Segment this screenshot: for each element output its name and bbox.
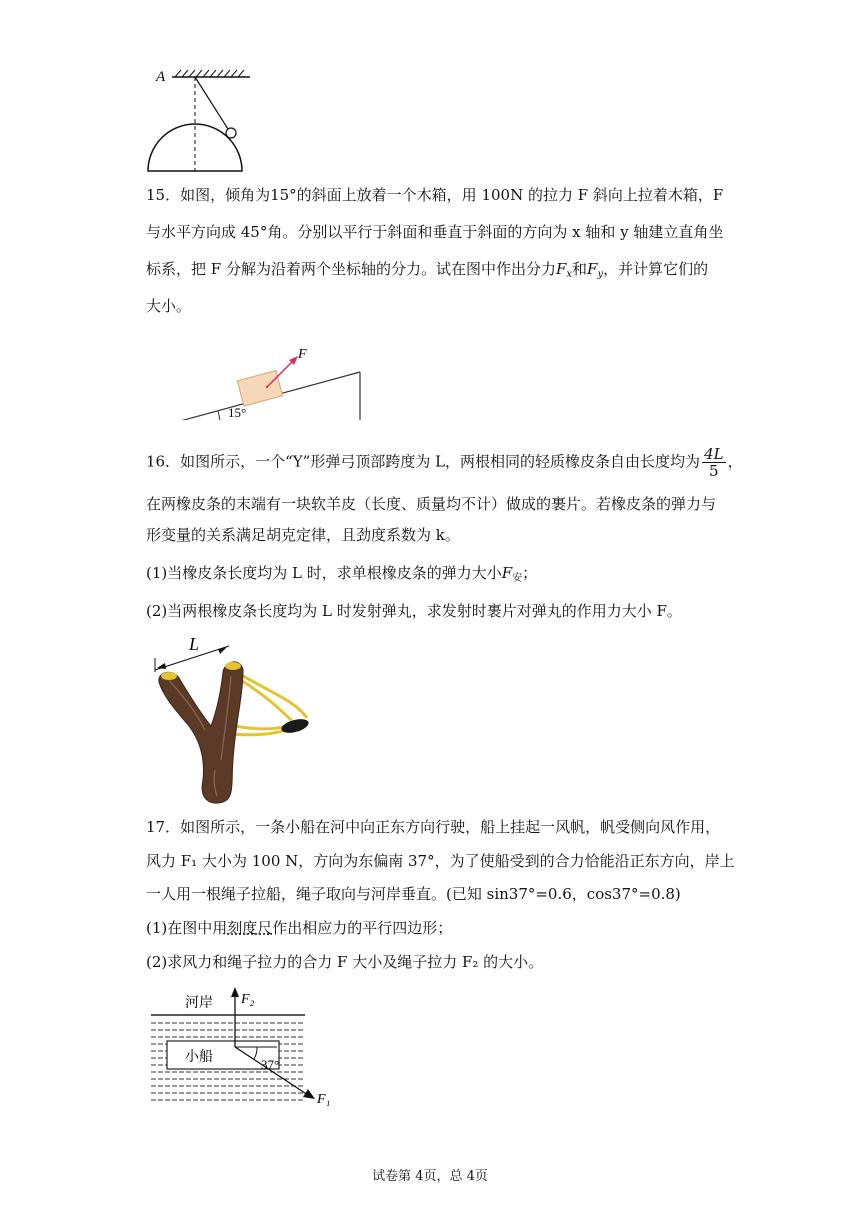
q16-part1: (1)当橡皮条长度均为 L 时，求单根橡皮条的弹力大小$F_安$； [146,564,538,584]
q15-line2: 与水平方向成 45°角。分别以平行于斜面和垂直于斜面的方向为 x 轴和 y 轴建立直角坐 [146,223,724,241]
q16-line3: 形变量的关系满足胡克定律，且劲度系数为 k。 [146,526,460,544]
force-f1-label: F₁ [317,1092,331,1107]
pendulum-hemisphere-figure [140,65,270,175]
boat-river-figure [145,985,345,1110]
slingshot-figure [145,630,325,810]
angle-37-label: 37° [261,1057,280,1072]
incline-box-figure [148,340,388,420]
q17-line3: 一人用一根绳子拉船，绳子取向与河岸垂直。(已知 sin37°=0.6，cos37°=0.8) [146,885,681,903]
q16-line1: 16．如图所示，一个“Y”形弹弓顶部跨度为 L，两根相同的轻质橡皮条自由长度均为 $\frac{4L}{5}$ ， [146,445,743,480]
q17-line1: 17．如图所示，一条小船在河中向正东方向行驶，船上挂起一风帆，帆受侧向风作用， [146,818,721,836]
angle-15-label: 15° [228,405,247,420]
boat-label: 小船 [185,1048,213,1064]
label-a: A [156,69,166,85]
page-footer: 试卷第 4页，总 4页 [372,1169,488,1184]
force-f-label: F [298,347,307,362]
force-f2-label: F₂ [241,992,255,1007]
q17-part1: (1)在图中用刻度尺作出相应力的平行四边形； [146,919,453,937]
q15-line4: 大小。 [146,297,192,315]
river-bank-label: 河岸 [185,994,213,1010]
fraction-4l-5: $\frac{4L}{5}$ [704,445,724,480]
q16-line2: 在两橡皮条的末端有一块软羊皮（长度、质量均不计）做成的裹片。若橡皮条的弹力与 [146,495,717,513]
q17-part2: (2)求风力和绳子拉力的合力 F 大小及绳子拉力 F₂ 的大小。 [146,953,544,971]
q16-part2: (2)当两根橡皮条长度均为 L 时发射弹丸，求发射时裹片对弹丸的作用力大小 F。 [146,602,682,620]
length-l-label: L [189,634,200,654]
q17-line2: 风力 F₁ 大小为 100 N，方向为东偏南 37°，为了使船受到的合力恰能沿正东方向，岸上 [146,852,735,870]
q15-line3: 标系，把 F 分解为沿着两个坐标轴的分力。试在图中作出分力$F_x$和$F_y$，并计算它们的 [146,260,709,280]
q15-line1: 15．如图，倾角为15°的斜面上放着一个木箱，用 100N 的拉力 F 斜向上拉着木箱，F [146,186,724,204]
